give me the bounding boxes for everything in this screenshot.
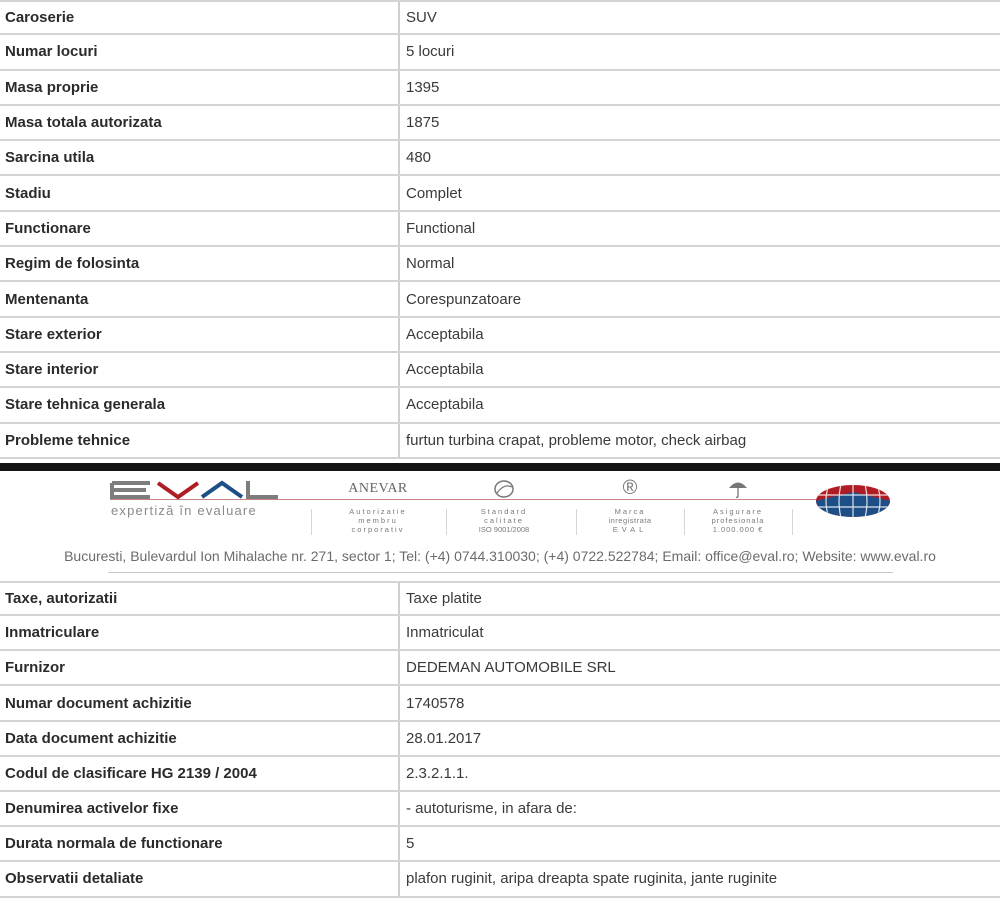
row-label: Furnizor [0,651,400,684]
row-value: Functional [406,219,476,237]
row-label: Functionare [0,212,400,245]
eval-logo [110,479,280,501]
globe-logo [815,484,891,518]
badge-line: membru [358,515,398,525]
registered-trademark-badge [584,479,676,534]
row-value: furtun turbina crapat, probleme motor, check airbag [406,431,747,449]
badge-line: 1.000.000 € [712,524,764,534]
badge-line: profesionala [711,515,765,525]
row-value: 1395 [406,78,440,96]
table-row [0,651,1000,686]
table-row [0,176,1000,211]
iso-quality-badge [458,479,550,534]
table-row [0,282,1000,317]
row-label: Sarcina utila [0,141,400,174]
asset-details-table [0,581,1000,898]
registered-icon: ® [622,477,638,500]
row-label: Mentenanta [0,282,400,315]
row-value: Inmatriculat [406,624,484,642]
row-label: Masa proprie [0,71,400,104]
company-address: Bucuresti, Bulevardul Ion Mihalache nr. 271, sector 1; Tel: (+4) 0744.310030; (+4) 0722.522784; Email: office@eval.ro; Website: www.eval.ro [64,547,936,564]
page-break-bar [0,463,1000,471]
table-row [0,212,1000,247]
table-row [0,141,1000,176]
badge-line: Marca [614,506,646,516]
row-value: - autoturisme, in afara de: [406,800,577,818]
row-value: Corespunzatoare [406,290,522,308]
row-value: Complet [406,184,462,202]
row-label: Taxe, autorizatii [0,583,400,614]
umbrella-icon [692,479,784,499]
table-row [0,106,1000,141]
badge-line: Standard [480,506,528,516]
table-row [0,686,1000,721]
badge-line: Autorizatie [349,506,407,516]
row-value: Acceptabila [406,361,484,379]
anevar-badge [330,479,426,534]
separator [684,509,685,535]
row-label: Probleme tehnice [0,424,400,457]
table-row [0,722,1000,757]
row-label: Stare interior [0,353,400,386]
row-label: Masa totala autorizata [0,106,400,139]
badge-line: EVAL [612,524,648,534]
row-label: Caroserie [0,2,400,33]
row-label: Durata normala de functionare [0,827,400,860]
row-label: Denumirea activelor fixe [0,792,400,825]
table-row [0,71,1000,106]
table-row [0,353,1000,388]
row-value: DEDEMAN AUTOMOBILE SRL [406,659,616,677]
table-row [0,247,1000,282]
table-row [0,757,1000,792]
separator [311,509,312,535]
row-value: 1740578 [406,694,465,712]
row-value: 5 [406,835,415,853]
eval-tagline: expertiză în evaluare [111,502,257,518]
table-row [0,792,1000,827]
row-label: Numar locuri [0,35,400,68]
row-value: Normal [406,255,455,273]
row-label: Stare tehnica generala [0,388,400,421]
address-underline [108,572,893,573]
table-row [0,388,1000,423]
row-value: 2.3.2.1.1. [406,764,469,782]
table-row [0,616,1000,651]
badge-line: inregistrata [608,515,652,525]
eval-letterhead [0,471,1000,581]
badge-line: Asigurare [712,506,764,516]
row-value: 5 locuri [406,43,455,61]
anevar-logo: ANEVAR [348,480,408,496]
table-row [0,0,1000,35]
table-row [0,862,1000,897]
row-label: Stare exterior [0,318,400,351]
quality-seal-icon [458,479,550,499]
table-row [0,318,1000,353]
badge-line: calitate [484,515,524,525]
row-value: 28.01.2017 [406,729,482,747]
row-value: 1875 [406,114,440,132]
row-value: SUV [406,9,437,27]
table-row [0,424,1000,459]
row-label: Regim de folosinta [0,247,400,280]
row-value: Acceptabila [406,325,484,343]
row-value: 480 [406,149,432,167]
row-label: Stadiu [0,176,400,209]
separator [446,509,447,535]
row-value: Acceptabila [406,396,484,414]
row-value: plafon ruginit, aripa dreapta spate ruginita, jante ruginite [406,870,778,888]
insurance-badge [692,479,784,534]
table-row [0,581,1000,616]
row-label: Data document achizitie [0,722,400,755]
row-label: Codul de clasificare HG 2139 / 2004 [0,757,400,790]
badge-line: ISO 9001/2008 [478,524,530,534]
separator [792,509,793,535]
row-value: Taxe platite [406,589,482,607]
row-label: Inmatriculare [0,616,400,649]
row-label: Numar document achizitie [0,686,400,719]
row-label: Observatii detaliate [0,862,400,895]
separator [576,509,577,535]
table-row [0,827,1000,862]
table-row [0,35,1000,70]
badge-line: corporativ [351,524,405,534]
